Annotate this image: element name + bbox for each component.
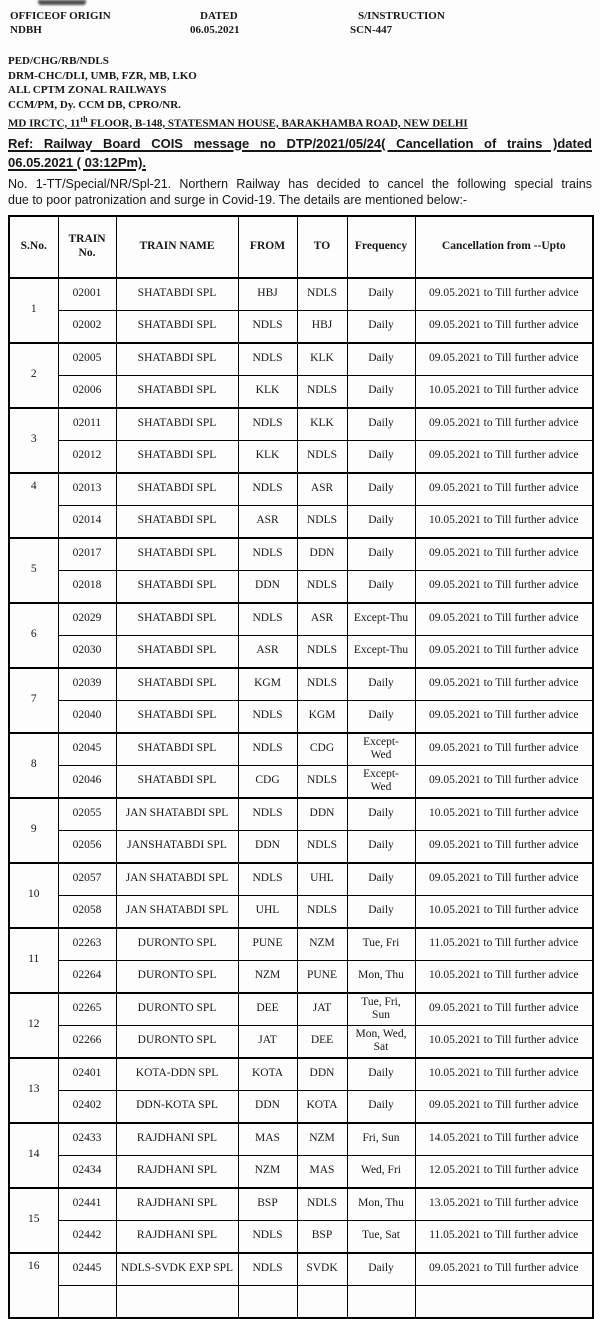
table-row xyxy=(9,635,593,668)
train-no-cell: 02006 xyxy=(58,375,116,408)
train-no-cell: 02046 xyxy=(58,765,116,798)
table-row xyxy=(9,440,593,473)
to-cell: SVDK xyxy=(297,1253,347,1286)
frequency-cell: Daily xyxy=(347,440,415,473)
from-cell: NZM xyxy=(238,1155,297,1188)
train-name-cell: NDLS-SVDK EXP SPL xyxy=(116,1253,238,1286)
serial-number-cell: 11 xyxy=(9,928,58,993)
from-cell: NDLS xyxy=(238,538,297,571)
table-row xyxy=(9,505,593,538)
address-line xyxy=(8,113,592,131)
from-cell: ASR xyxy=(238,505,297,538)
frequency-cell: Except-Wed xyxy=(347,765,415,798)
empty-cell xyxy=(238,1285,297,1318)
serial-number-cell: 10 xyxy=(9,863,58,928)
frequency-cell: Except-Thu xyxy=(347,603,415,636)
office-of-origin-label: OFFICEOF ORIGIN xyxy=(10,10,111,22)
cancellation-cell: 09.05.2021 to Till further advice xyxy=(415,278,593,311)
table-row xyxy=(9,538,593,571)
train-name-cell: SHATABDI SPL xyxy=(116,765,238,798)
to-cell: NZM xyxy=(297,928,347,961)
train-name-cell: SHATABDI SPL xyxy=(116,505,238,538)
empty-cell xyxy=(415,1285,593,1318)
frequency-cell: Daily xyxy=(347,668,415,701)
table-row xyxy=(9,1025,593,1058)
cancellation-cell: 10.05.2021 to Till further advice xyxy=(415,1025,593,1058)
table-row xyxy=(9,798,593,831)
table-row xyxy=(9,1188,593,1221)
from-cell: NDLS xyxy=(238,343,297,376)
from-cell: KLK xyxy=(238,440,297,473)
table-header xyxy=(9,216,593,278)
table-row xyxy=(9,1220,593,1253)
reference-line-2: 06.05.2021 ( 03:12Pm). xyxy=(8,154,147,170)
to-cell: NDLS xyxy=(297,830,347,863)
to-cell: KGM xyxy=(297,700,347,733)
from-cell: NDLS xyxy=(238,408,297,441)
table-row xyxy=(9,960,593,993)
serial-number-cell: 4 xyxy=(9,473,58,538)
cancellation-cell: 12.05.2021 to Till further advice xyxy=(415,1155,593,1188)
from-cell: UHL xyxy=(238,895,297,928)
to-cell: BSP xyxy=(297,1220,347,1253)
to-cell: PUNE xyxy=(297,960,347,993)
body-line-2: due to poor patronization and surge in Covid-19. The details are mentioned below:- xyxy=(8,193,468,208)
to-cell: DDN xyxy=(297,798,347,831)
from-cell: KGM xyxy=(238,668,297,701)
train-no-cell: 02433 xyxy=(58,1123,116,1156)
to-cell: MAS xyxy=(297,1155,347,1188)
train-no-cell: 02442 xyxy=(58,1220,116,1253)
to-cell: NDLS xyxy=(297,505,347,538)
frequency-cell: Daily xyxy=(347,570,415,603)
train-name-cell: SHATABDI SPL xyxy=(116,343,238,376)
cancellation-cell: 09.05.2021 to Till further advice xyxy=(415,603,593,636)
frequency-cell: Daily xyxy=(347,505,415,538)
frequency-cell: Daily xyxy=(347,1058,415,1091)
train-name-cell: SHATABDI SPL xyxy=(116,603,238,636)
reference-line-1: Ref: Railway Board COIS message no DTP/2021/05/24( Cancellation of trains )dated xyxy=(8,135,592,151)
to-cell: DDN xyxy=(297,1058,347,1091)
serial-number-cell: 15 xyxy=(9,1188,58,1253)
train-name-cell: DURONTO SPL xyxy=(116,993,238,1026)
cancellation-cell: 09.05.2021 to Till further advice xyxy=(415,440,593,473)
body-paragraph xyxy=(8,176,592,209)
empty-cell xyxy=(116,1285,238,1318)
train-no-cell: 02266 xyxy=(58,1025,116,1058)
serial-number-cell: 13 xyxy=(9,1058,58,1123)
cancellation-cell: 11.05.2021 to Till further advice xyxy=(415,1220,593,1253)
body-line-1: No. 1-TT/Special/NR/Spl-21. Northern Railway has decided to cancel the following special trains xyxy=(8,176,592,191)
train-no-cell: 02402 xyxy=(58,1090,116,1123)
to-cell: NDLS xyxy=(297,895,347,928)
header-frequency: Frequency xyxy=(347,216,415,278)
cancellation-cell: 10.05.2021 to Till further advice xyxy=(415,798,593,831)
serial-number-cell: 3 xyxy=(9,408,58,473)
table-row xyxy=(9,375,593,408)
frequency-cell: Daily xyxy=(347,375,415,408)
dated-value: 06.05.2021 xyxy=(190,23,240,36)
from-cell: MAS xyxy=(238,1123,297,1156)
train-name-cell: SHATABDI SPL xyxy=(116,733,238,766)
recipients-block xyxy=(8,54,592,112)
to-cell: NDLS xyxy=(297,375,347,408)
train-name-cell: JAN SHATABDI SPL xyxy=(116,798,238,831)
to-cell: KOTA xyxy=(297,1090,347,1123)
from-cell: JAT xyxy=(238,1025,297,1058)
train-name-cell: JAN SHATABDI SPL xyxy=(116,863,238,896)
train-no-cell: 02056 xyxy=(58,830,116,863)
from-cell: BSP xyxy=(238,1188,297,1221)
train-name-cell: DURONTO SPL xyxy=(116,928,238,961)
train-no-cell: 02264 xyxy=(58,960,116,993)
cancellation-table xyxy=(8,215,594,1319)
header-cancellation: Cancellation from --Upto xyxy=(415,216,593,278)
train-name-cell: SHATABDI SPL xyxy=(116,408,238,441)
address-text: FLOOR, B-148, STATESMAN HOUSE, BARAKHAMBA ROAD, NEW DELHI xyxy=(87,117,468,130)
to-cell: NDLS xyxy=(297,635,347,668)
train-no-cell: 02441 xyxy=(58,1188,116,1221)
train-name-cell: RAJDHANI SPL xyxy=(116,1155,238,1188)
frequency-cell: Mon, Wed, Sat xyxy=(347,1025,415,1058)
from-cell: DDN xyxy=(238,830,297,863)
empty-cell xyxy=(58,1285,116,1318)
from-cell: ASR xyxy=(238,635,297,668)
serial-number-cell: 1 xyxy=(9,278,58,343)
serial-number-cell: 2 xyxy=(9,343,58,408)
to-cell: CDG xyxy=(297,733,347,766)
from-cell: NDLS xyxy=(238,310,297,343)
train-no-cell: 02030 xyxy=(58,635,116,668)
to-cell: NDLS xyxy=(297,765,347,798)
train-name-cell: SHATABDI SPL xyxy=(116,700,238,733)
table-header-row xyxy=(9,216,593,278)
frequency-cell: Daily xyxy=(347,1090,415,1123)
train-name-cell: SHATABDI SPL xyxy=(116,635,238,668)
to-cell: KLK xyxy=(297,343,347,376)
frequency-cell: Except-Thu xyxy=(347,635,415,668)
train-no-cell: 02040 xyxy=(58,700,116,733)
to-cell: NZM xyxy=(297,1123,347,1156)
train-table-body xyxy=(9,278,593,1318)
from-cell: KLK xyxy=(238,375,297,408)
train-no-cell: 02013 xyxy=(58,473,116,506)
table-row xyxy=(9,928,593,961)
cancellation-cell: 09.05.2021 to Till further advice xyxy=(415,570,593,603)
frequency-cell: Daily xyxy=(347,830,415,863)
serial-number-cell: 7 xyxy=(9,668,58,733)
from-cell: NDLS xyxy=(238,1220,297,1253)
serial-number-cell: 5 xyxy=(9,538,58,603)
cancellation-cell: 09.05.2021 to Till further advice xyxy=(415,863,593,896)
office-of-origin-block xyxy=(10,10,111,37)
serial-number-cell: 14 xyxy=(9,1123,58,1188)
address-text: MD IRCTC, 11 xyxy=(8,117,81,130)
train-name-cell: RAJDHANI SPL xyxy=(116,1220,238,1253)
serial-number-cell: 12 xyxy=(9,993,58,1058)
cancellation-cell: 09.05.2021 to Till further advice xyxy=(415,310,593,343)
cancellation-cell: 09.05.2021 to Till further advice xyxy=(415,765,593,798)
partial-cutoff-row xyxy=(9,1285,593,1318)
to-cell: JAT xyxy=(297,993,347,1026)
train-no-cell: 02039 xyxy=(58,668,116,701)
cancellation-cell: 10.05.2021 to Till further advice xyxy=(415,1058,593,1091)
cancellation-cell: 09.05.2021 to Till further advice xyxy=(415,993,593,1026)
cancellation-cell: 14.05.2021 to Till further advice xyxy=(415,1123,593,1156)
serial-number-cell: 16 xyxy=(9,1253,58,1318)
train-name-cell: DURONTO SPL xyxy=(116,1025,238,1058)
instruction-value: SCN-447 xyxy=(350,23,393,36)
table-row xyxy=(9,1058,593,1091)
table-row xyxy=(9,310,593,343)
from-cell: DEE xyxy=(238,993,297,1026)
to-cell: HBJ xyxy=(297,310,347,343)
to-cell: ASR xyxy=(297,603,347,636)
table-row xyxy=(9,993,593,1026)
train-no-cell: 02012 xyxy=(58,440,116,473)
to-cell: NDLS xyxy=(297,570,347,603)
train-name-cell: SHATABDI SPL xyxy=(116,570,238,603)
table-row xyxy=(9,863,593,896)
frequency-cell: Daily xyxy=(347,278,415,311)
cancellation-cell: 09.05.2021 to Till further advice xyxy=(415,700,593,733)
cancellation-cell: 10.05.2021 to Till further advice xyxy=(415,960,593,993)
train-name-cell: RAJDHANI SPL xyxy=(116,1188,238,1221)
dated-block xyxy=(190,10,240,37)
train-name-cell: SHATABDI SPL xyxy=(116,538,238,571)
train-no-cell: 02017 xyxy=(58,538,116,571)
table-row xyxy=(9,1253,593,1286)
serial-number-cell: 8 xyxy=(9,733,58,798)
cancellation-cell: 09.05.2021 to Till further advice xyxy=(415,473,593,506)
cancellation-cell: 09.05.2021 to Till further advice xyxy=(415,343,593,376)
recipient-line: PED/CHG/RB/NDLS xyxy=(8,55,109,67)
train-no-cell: 02265 xyxy=(58,993,116,1026)
from-cell: PUNE xyxy=(238,928,297,961)
from-cell: KOTA xyxy=(238,1058,297,1091)
frequency-cell: Daily xyxy=(347,1253,415,1286)
from-cell: NDLS xyxy=(238,863,297,896)
cancellation-cell: 09.05.2021 to Till further advice xyxy=(415,668,593,701)
to-cell: DDN xyxy=(297,538,347,571)
table-row xyxy=(9,473,593,506)
table-row xyxy=(9,700,593,733)
table-row xyxy=(9,733,593,766)
train-name-cell: SHATABDI SPL xyxy=(116,310,238,343)
train-name-cell: SHATABDI SPL xyxy=(116,668,238,701)
frequency-cell: Daily xyxy=(347,538,415,571)
from-cell: NDLS xyxy=(238,603,297,636)
train-no-cell: 02057 xyxy=(58,863,116,896)
train-no-cell: 02055 xyxy=(58,798,116,831)
cancellation-cell: 11.05.2021 to Till further advice xyxy=(415,928,593,961)
recipient-line: ALL CPTM ZONAL RAILWAYS xyxy=(8,84,167,96)
train-name-cell: JANSHATABDI SPL xyxy=(116,830,238,863)
office-of-origin-value: NDBH xyxy=(10,23,42,36)
header-sno: S.No. xyxy=(9,216,58,278)
table-row xyxy=(9,895,593,928)
cancellation-cell: 09.05.2021 to Till further advice xyxy=(415,733,593,766)
frequency-cell: Daily xyxy=(347,798,415,831)
empty-cell xyxy=(297,1285,347,1318)
cancellation-cell: 10.05.2021 to Till further advice xyxy=(415,375,593,408)
table-row xyxy=(9,830,593,863)
train-no-cell: 02434 xyxy=(58,1155,116,1188)
train-no-cell: 02401 xyxy=(58,1058,116,1091)
table-row xyxy=(9,343,593,376)
frequency-cell: Daily xyxy=(347,895,415,928)
train-name-cell: JAN SHATABDI SPL xyxy=(116,895,238,928)
cancellation-cell: 09.05.2021 to Till further advice xyxy=(415,830,593,863)
scan-artifact xyxy=(38,0,86,5)
ordinal-superscript: th xyxy=(80,115,88,124)
train-no-cell: 02005 xyxy=(58,343,116,376)
cancellation-cell: 10.05.2021 to Till further advice xyxy=(415,895,593,928)
frequency-cell: Tue, Sat xyxy=(347,1220,415,1253)
to-cell: DEE xyxy=(297,1025,347,1058)
train-name-cell: RAJDHANI SPL xyxy=(116,1123,238,1156)
instruction-label: S/INSTRUCTION xyxy=(358,10,445,22)
header-train-name: TRAIN NAME xyxy=(116,216,238,278)
serial-number-cell: 6 xyxy=(9,603,58,668)
cancellation-cell: 09.05.2021 to Till further advice xyxy=(415,538,593,571)
frequency-cell: Mon, Thu xyxy=(347,960,415,993)
to-cell: NDLS xyxy=(297,278,347,311)
train-name-cell: DURONTO SPL xyxy=(116,960,238,993)
frequency-cell: Tue, Fri xyxy=(347,928,415,961)
table-row xyxy=(9,278,593,311)
table-row xyxy=(9,570,593,603)
train-no-cell: 02263 xyxy=(58,928,116,961)
table-row xyxy=(9,668,593,701)
train-no-cell: 02445 xyxy=(58,1253,116,1286)
header-from: FROM xyxy=(238,216,297,278)
to-cell: UHL xyxy=(297,863,347,896)
empty-cell xyxy=(347,1285,415,1318)
cancellation-cell: 10.05.2021 to Till further advice xyxy=(415,505,593,538)
from-cell: NDLS xyxy=(238,700,297,733)
serial-number-cell: 9 xyxy=(9,798,58,863)
train-no-cell: 02002 xyxy=(58,310,116,343)
train-no-cell: 02045 xyxy=(58,733,116,766)
train-no-cell: 02014 xyxy=(58,505,116,538)
recipient-line: CCM/PM, Dy. CCM DB, CPRO/NR. xyxy=(8,98,181,111)
table-row xyxy=(9,765,593,798)
reference-heading xyxy=(8,134,592,172)
table-row xyxy=(9,1090,593,1123)
frequency-cell: Tue, Fri, Sun xyxy=(347,993,415,1026)
meta-header xyxy=(8,10,592,42)
cancellation-cell: 09.05.2021 to Till further advice xyxy=(415,1090,593,1123)
frequency-cell: Except-Wed xyxy=(347,733,415,766)
cancellation-cell: 09.05.2021 to Till further advice xyxy=(415,1253,593,1286)
table-row xyxy=(9,408,593,441)
from-cell: NZM xyxy=(238,960,297,993)
to-cell: NDLS xyxy=(297,440,347,473)
from-cell: NDLS xyxy=(238,733,297,766)
train-name-cell: KOTA-DDN SPL xyxy=(116,1058,238,1091)
to-cell: NDLS xyxy=(297,668,347,701)
train-name-cell: SHATABDI SPL xyxy=(116,278,238,311)
frequency-cell: Daily xyxy=(347,863,415,896)
recipient-line: DRM-CHC/DLI, UMB, FZR, MB, LKO xyxy=(8,69,197,82)
train-no-cell: 02058 xyxy=(58,895,116,928)
frequency-cell: Mon, Thu xyxy=(347,1188,415,1221)
cancellation-cell: 09.05.2021 to Till further advice xyxy=(415,408,593,441)
from-cell: NDLS xyxy=(238,1253,297,1286)
train-name-cell: SHATABDI SPL xyxy=(116,375,238,408)
to-cell: ASR xyxy=(297,473,347,506)
train-no-cell: 02018 xyxy=(58,570,116,603)
frequency-cell: Daily xyxy=(347,310,415,343)
frequency-cell: Wed, Fri xyxy=(347,1155,415,1188)
frequency-cell: Daily xyxy=(347,408,415,441)
to-cell: KLK xyxy=(297,408,347,441)
table-row xyxy=(9,1155,593,1188)
frequency-cell: Daily xyxy=(347,700,415,733)
cancellation-cell: 09.05.2021 to Till further advice xyxy=(415,635,593,668)
train-name-cell: SHATABDI SPL xyxy=(116,440,238,473)
header-train-no: TRAIN No. xyxy=(58,216,116,278)
cancellation-cell: 13.05.2021 to Till further advice xyxy=(415,1188,593,1221)
from-cell: DDN xyxy=(238,570,297,603)
train-name-cell: SHATABDI SPL xyxy=(116,473,238,506)
from-cell: HBJ xyxy=(238,278,297,311)
train-no-cell: 02011 xyxy=(58,408,116,441)
dated-label: DATED xyxy=(200,10,238,22)
table-row xyxy=(9,603,593,636)
train-no-cell: 02001 xyxy=(58,278,116,311)
from-cell: NDLS xyxy=(238,473,297,506)
from-cell: NDLS xyxy=(238,798,297,831)
instruction-block xyxy=(350,10,445,37)
header-to: TO xyxy=(297,216,347,278)
from-cell: CDG xyxy=(238,765,297,798)
frequency-cell: Daily xyxy=(347,343,415,376)
frequency-cell: Fri, Sun xyxy=(347,1123,415,1156)
train-no-cell: 02029 xyxy=(58,603,116,636)
from-cell: DDN xyxy=(238,1090,297,1123)
table-row xyxy=(9,1123,593,1156)
train-name-cell: DDN-KOTA SPL xyxy=(116,1090,238,1123)
to-cell: NDLS xyxy=(297,1188,347,1221)
frequency-cell: Daily xyxy=(347,473,415,506)
